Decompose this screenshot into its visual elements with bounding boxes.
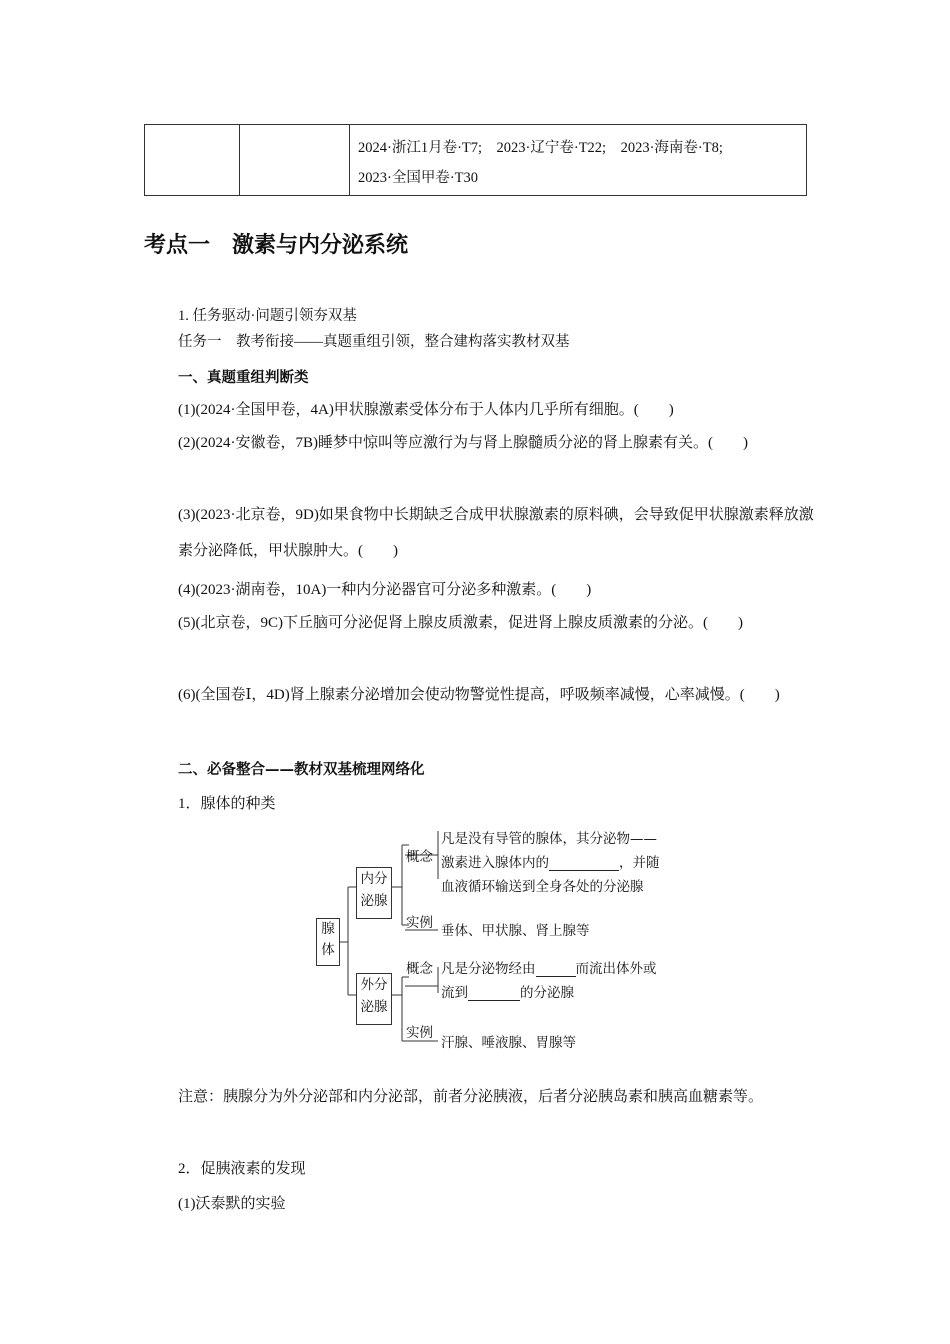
note-paragraph: 注意：胰腺分为外分泌部和内分泌部，前者分泌胰液，后者分泌胰岛素和胰高血糖素等。: [178, 1089, 764, 1105]
question-3: (3)(2023·北京卷，9D)如果食物中长期缺乏合成甲状腺激素的原料碘，会导致促甲状腺激素释放激素分泌降低，甲状腺肿大。( ): [178, 507, 814, 559]
exocrine-gland-box: 外分泌腺: [356, 973, 392, 1025]
question-5: (5)(北京卷，9C)下丘脑可分泌促肾上腺皮质激素，促进肾上腺皮质激素的分泌。( ): [178, 615, 743, 631]
endo-concept-line-3: 血液循环输送到全身各处的分泌腺: [441, 879, 644, 895]
exo-example-label: 实例: [406, 1025, 433, 1041]
table-line-2: 2023·全国甲卷·T30: [358, 170, 479, 186]
answer-blank[interactable]: [536, 960, 576, 977]
question-2: (2)(2024·安徽卷，7B)睡梦中惊叫等应激行为与肾上腺髓质分泌的肾上腺素有关。( ): [178, 435, 748, 451]
question-1: (1)(2024·全国甲卷，4A)甲状腺激素受体分布于人体内几乎所有细胞。( ): [178, 402, 674, 418]
item-2-1: (1)沃泰默的实验: [178, 1196, 286, 1212]
part1-title: 一、真题重组判断类: [178, 370, 309, 386]
part2-title: 二、必备整合——教材双基梳理网络化: [178, 762, 425, 778]
endo-concept-label: 概念: [406, 849, 433, 865]
exo-concept-line-1: 凡是分泌物经由 而流出体外或: [441, 961, 657, 977]
exo-example-text: 汗腺、唾液腺、胃腺等: [441, 1035, 576, 1051]
table-cell-empty-1: [145, 125, 240, 196]
endo-example-label: 实例: [406, 915, 433, 931]
item-2: 2．促胰液素的发现: [178, 1161, 306, 1177]
table-cell-empty-2: [240, 125, 350, 196]
exam-reference-table: [144, 124, 807, 196]
gland-classification-diagram: [310, 825, 680, 1055]
exo-concept-line-2: 流到 的分泌腺: [441, 985, 574, 1001]
endo-example-text: 垂体、甲状腺、肾上腺等: [441, 923, 590, 939]
endo-concept-line-1: 凡是没有导管的腺体，其分泌物——: [441, 831, 657, 847]
endo-concept-line-2: 激素进入腺体内的 ，并随: [441, 855, 660, 871]
question-4: (4)(2023·湖南卷，10A)一种内分泌器官可分泌多种激素。( ): [178, 582, 592, 598]
answer-blank[interactable]: [549, 854, 619, 871]
section-title: 考点一 激素与内分泌系统: [144, 233, 409, 258]
task-one: 任务一 教考衔接——真题重组引领，整合建构落实教材双基: [178, 334, 570, 350]
item-1: 1．腺体的种类: [178, 796, 276, 812]
gland-root-box: 腺体: [316, 918, 340, 966]
table-cell-references: [350, 125, 807, 196]
endocrine-gland-box: 内分泌腺: [356, 867, 392, 919]
exo-concept-label: 概念: [406, 961, 433, 977]
task-header: 1. 任务驱动·问题引领夯双基: [178, 308, 357, 324]
table-line-1: 2024·浙江1月卷·T7; 2023·辽宁卷·T22; 2023·海南卷·T8;: [358, 140, 723, 156]
answer-blank[interactable]: [468, 984, 520, 1001]
question-6: (6)(全国卷Ⅰ，4D)肾上腺素分泌增加会使动物警觉性提高，呼吸频率减慢，心率减慢。( ): [178, 687, 780, 703]
